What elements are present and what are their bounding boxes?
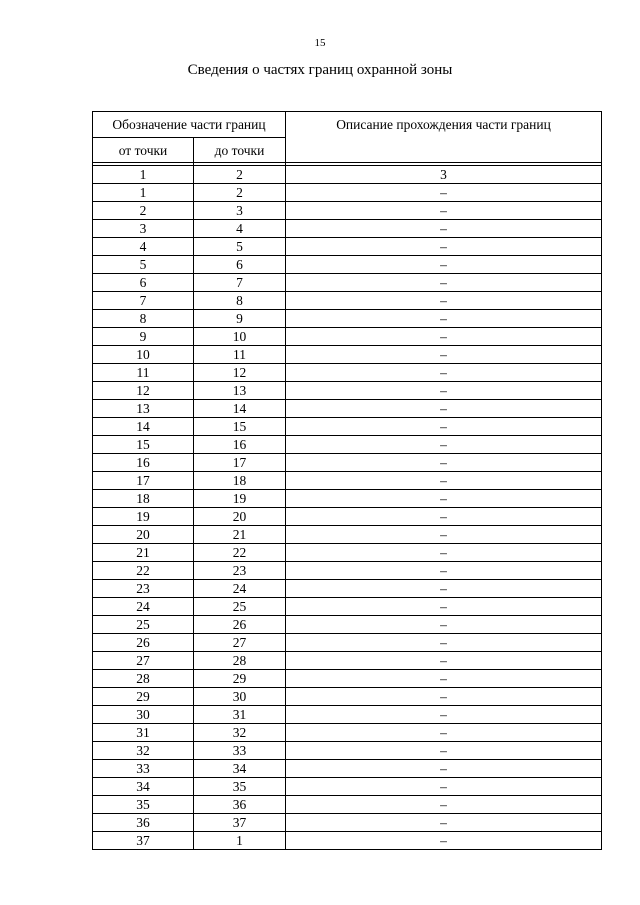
to-point-cell: 27 — [194, 634, 286, 652]
from-point-cell: 23 — [93, 580, 194, 598]
from-point-cell: 19 — [93, 508, 194, 526]
description-cell: – — [286, 598, 602, 616]
to-point-cell: 30 — [194, 688, 286, 706]
description-cell: – — [286, 814, 602, 832]
table-row — [93, 760, 602, 778]
table-row — [93, 364, 602, 382]
from-point-cell: 26 — [93, 634, 194, 652]
from-point-cell: 31 — [93, 724, 194, 742]
table-row — [93, 454, 602, 472]
to-point-cell: 11 — [194, 346, 286, 364]
table-row — [93, 688, 602, 706]
description-cell: – — [286, 202, 602, 220]
description-cell: – — [286, 832, 602, 850]
table-row — [93, 598, 602, 616]
description-cell: – — [286, 472, 602, 490]
from-point-cell: 27 — [93, 652, 194, 670]
table-row — [93, 310, 602, 328]
table-row — [93, 652, 602, 670]
description-cell: – — [286, 652, 602, 670]
to-point-cell: 33 — [194, 742, 286, 760]
description-cell: – — [286, 742, 602, 760]
description-cell: – — [286, 220, 602, 238]
from-point-cell: 25 — [93, 616, 194, 634]
description-cell: – — [286, 760, 602, 778]
from-point-cell: 37 — [93, 832, 194, 850]
from-point-cell: 32 — [93, 742, 194, 760]
to-point-cell: 7 — [194, 274, 286, 292]
from-point-cell: 29 — [93, 688, 194, 706]
from-point-cell: 9 — [93, 328, 194, 346]
table-row — [93, 796, 602, 814]
description-cell: – — [286, 724, 602, 742]
from-point-cell: 12 — [93, 382, 194, 400]
description-cell: – — [286, 778, 602, 796]
table-body — [93, 163, 602, 850]
column-numbering-row — [93, 166, 602, 184]
to-point-cell: 25 — [194, 598, 286, 616]
description-cell: – — [286, 670, 602, 688]
description-cell: – — [286, 382, 602, 400]
table-row — [93, 508, 602, 526]
header-boundary-designation: Обозначение части границ — [93, 112, 286, 138]
table-row — [93, 814, 602, 832]
from-point-cell: 24 — [93, 598, 194, 616]
to-point-cell: 19 — [194, 490, 286, 508]
from-point-cell: 10 — [93, 346, 194, 364]
table-row — [93, 238, 602, 256]
from-point-cell: 6 — [93, 274, 194, 292]
description-cell: – — [286, 400, 602, 418]
header-to-point: до точки — [194, 138, 286, 163]
to-point-cell: 16 — [194, 436, 286, 454]
table-row — [93, 634, 602, 652]
description-cell: – — [286, 688, 602, 706]
description-cell: – — [286, 184, 602, 202]
to-point-cell: 5 — [194, 238, 286, 256]
description-cell: – — [286, 274, 602, 292]
column-number-cell: 3 — [286, 166, 602, 184]
column-number-cell: 2 — [194, 166, 286, 184]
table-row — [93, 742, 602, 760]
description-cell: – — [286, 364, 602, 382]
description-cell: – — [286, 346, 602, 364]
to-point-cell: 37 — [194, 814, 286, 832]
from-point-cell: 22 — [93, 562, 194, 580]
to-point-cell: 1 — [194, 832, 286, 850]
table-row — [93, 580, 602, 598]
description-cell: – — [286, 706, 602, 724]
description-cell: – — [286, 328, 602, 346]
from-point-cell: 14 — [93, 418, 194, 436]
table-row — [93, 382, 602, 400]
table-row — [93, 562, 602, 580]
to-point-cell: 17 — [194, 454, 286, 472]
description-cell: – — [286, 616, 602, 634]
table-row — [93, 706, 602, 724]
from-point-cell: 16 — [93, 454, 194, 472]
description-cell: – — [286, 508, 602, 526]
table-row — [93, 328, 602, 346]
to-point-cell: 29 — [194, 670, 286, 688]
from-point-cell: 8 — [93, 310, 194, 328]
from-point-cell: 18 — [93, 490, 194, 508]
to-point-cell: 18 — [194, 472, 286, 490]
description-cell: – — [286, 544, 602, 562]
from-point-cell: 5 — [93, 256, 194, 274]
from-point-cell: 2 — [93, 202, 194, 220]
description-cell: – — [286, 526, 602, 544]
from-point-cell: 35 — [93, 796, 194, 814]
table-row — [93, 778, 602, 796]
to-point-cell: 3 — [194, 202, 286, 220]
to-point-cell: 21 — [194, 526, 286, 544]
table-row — [93, 202, 602, 220]
document-title: Сведения о частях границ охранной зоны — [187, 62, 453, 78]
table-row — [93, 472, 602, 490]
description-cell: – — [286, 634, 602, 652]
from-point-cell: 28 — [93, 670, 194, 688]
to-point-cell: 20 — [194, 508, 286, 526]
table-row — [93, 670, 602, 688]
description-cell: – — [286, 256, 602, 274]
boundary-parts-table — [92, 111, 602, 850]
from-point-cell: 17 — [93, 472, 194, 490]
to-point-cell: 26 — [194, 616, 286, 634]
from-point-cell: 15 — [93, 436, 194, 454]
description-cell: – — [286, 292, 602, 310]
description-cell: – — [286, 796, 602, 814]
table-row — [93, 418, 602, 436]
from-point-cell: 33 — [93, 760, 194, 778]
table-header — [93, 112, 602, 163]
to-point-cell: 28 — [194, 652, 286, 670]
to-point-cell: 4 — [194, 220, 286, 238]
to-point-cell: 13 — [194, 382, 286, 400]
page-number: 15 — [314, 37, 326, 49]
from-point-cell: 36 — [93, 814, 194, 832]
from-point-cell: 4 — [93, 238, 194, 256]
table-row — [93, 436, 602, 454]
table-row — [93, 526, 602, 544]
from-point-cell: 11 — [93, 364, 194, 382]
description-cell: – — [286, 490, 602, 508]
table-row — [93, 292, 602, 310]
to-point-cell: 10 — [194, 328, 286, 346]
from-point-cell: 7 — [93, 292, 194, 310]
table-row — [93, 544, 602, 562]
table-row — [93, 346, 602, 364]
column-number-cell: 1 — [93, 166, 194, 184]
table-row — [93, 616, 602, 634]
header-boundary-description: Описание прохождения части границ — [286, 112, 602, 163]
from-point-cell: 13 — [93, 400, 194, 418]
table-row — [93, 184, 602, 202]
description-cell: – — [286, 580, 602, 598]
description-cell: – — [286, 310, 602, 328]
to-point-cell: 31 — [194, 706, 286, 724]
table-row — [93, 256, 602, 274]
from-point-cell: 30 — [93, 706, 194, 724]
description-cell: – — [286, 454, 602, 472]
to-point-cell: 34 — [194, 760, 286, 778]
header-from-point: от точки — [93, 138, 194, 163]
to-point-cell: 35 — [194, 778, 286, 796]
description-cell: – — [286, 562, 602, 580]
table-row — [93, 400, 602, 418]
to-point-cell: 36 — [194, 796, 286, 814]
to-point-cell: 8 — [194, 292, 286, 310]
from-point-cell: 20 — [93, 526, 194, 544]
to-point-cell: 24 — [194, 580, 286, 598]
to-point-cell: 9 — [194, 310, 286, 328]
from-point-cell: 21 — [93, 544, 194, 562]
to-point-cell: 32 — [194, 724, 286, 742]
to-point-cell: 6 — [194, 256, 286, 274]
to-point-cell: 15 — [194, 418, 286, 436]
description-cell: – — [286, 418, 602, 436]
description-cell: – — [286, 238, 602, 256]
table-row — [93, 832, 602, 850]
from-point-cell: 3 — [93, 220, 194, 238]
to-point-cell: 22 — [194, 544, 286, 562]
table-row — [93, 490, 602, 508]
to-point-cell: 2 — [194, 184, 286, 202]
to-point-cell: 23 — [194, 562, 286, 580]
table-row — [93, 274, 602, 292]
to-point-cell: 12 — [194, 364, 286, 382]
table-row — [93, 220, 602, 238]
from-point-cell: 1 — [93, 184, 194, 202]
table-row — [93, 724, 602, 742]
to-point-cell: 14 — [194, 400, 286, 418]
description-cell: – — [286, 436, 602, 454]
from-point-cell: 34 — [93, 778, 194, 796]
